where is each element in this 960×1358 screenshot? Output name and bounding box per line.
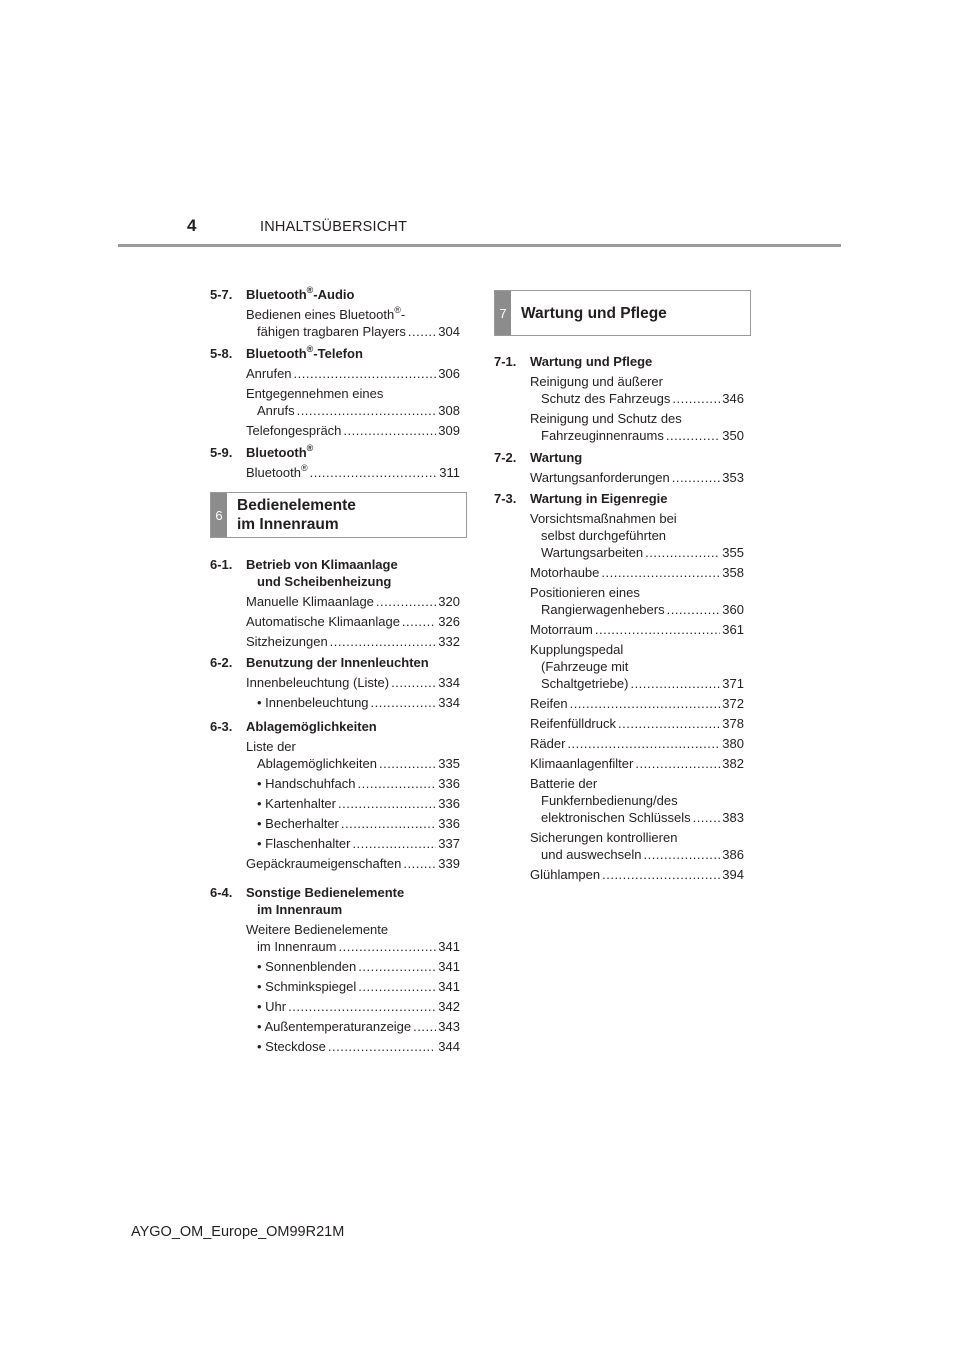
toc-entry[interactable]: Telefongespräch ..... 309 — [210, 422, 460, 439]
toc-entry[interactable]: Räder ..... 380 — [494, 735, 744, 752]
section-title: Betrieb von Klimaanlage und Scheibenheizung — [246, 557, 398, 589]
chapter-title: Bedienelemente im Innenraum — [237, 497, 356, 533]
footer-code: AYGO_OM_Europe_OM99R21M — [131, 1224, 345, 1240]
toc-entry[interactable]: Motorraum ..... 361 — [494, 621, 744, 638]
chapter-title: Wartung und Pflege — [521, 304, 667, 322]
section-number: 6-1. — [210, 557, 233, 572]
toc-entry[interactable]: • Außentemperaturanzeige ..... 343 — [210, 1018, 460, 1035]
running-header: INHALTSÜBERSICHT — [260, 219, 408, 235]
toc-entry[interactable]: Reifen ..... 372 — [494, 695, 744, 712]
header-rule — [118, 244, 841, 247]
section-number: 5-7. — [210, 287, 233, 302]
chapter-7-box[interactable] — [494, 290, 751, 336]
toc-entry[interactable]: Kupplungspedal (Fahrzeuge mit Schaltgetriebe) ..... 371 — [494, 641, 744, 692]
toc-section-7-1 — [494, 353, 744, 444]
section-title: Bluetooth®-Audio — [246, 285, 355, 302]
toc-entry[interactable]: Weitere Bedienelemente im Innenraum ..... 341 — [210, 921, 460, 955]
toc-section-5-9 — [210, 444, 460, 481]
section-title: Sonstige Bedienelemente im Innenraum — [246, 885, 405, 917]
toc-entry[interactable]: • Sonnenblenden ..... 341 — [210, 958, 460, 975]
chapter-6-box[interactable] — [210, 492, 467, 538]
page-number: 4 — [187, 216, 197, 235]
toc-entry[interactable]: Positionieren eines Rangierwagenhebers ..... 360 — [494, 584, 744, 618]
toc-entry[interactable]: • Uhr ..... 342 — [210, 998, 460, 1015]
section-title: Bluetooth®-Telefon — [246, 344, 363, 361]
toc-section-7-3 — [494, 490, 744, 883]
section-title: Bluetooth® — [246, 443, 314, 460]
toc-entry[interactable]: Reinigung und äußerer Schutz des Fahrzeugs ..... 346 — [494, 373, 744, 407]
section-title: Benutzung der Innenleuchten — [246, 655, 429, 670]
page-ref: 304 — [438, 324, 460, 339]
toc-entry[interactable]: Glühlampen ..... 394 — [494, 866, 744, 883]
toc-entry[interactable]: Wartungsanforderungen ..... 353 — [494, 469, 744, 486]
toc-entry[interactable]: Bluetooth® ..... 311 — [210, 464, 460, 481]
toc-section-6-1 — [210, 556, 460, 650]
section-title: Wartung und Pflege — [530, 354, 653, 369]
toc-entry[interactable]: Batterie der Funkfernbedienung/des elektronischen Schlüssels ..... 383 — [494, 775, 744, 826]
toc-entry[interactable]: Gepäckraumeigenschaften ..... 339 — [210, 855, 460, 872]
section-number: 5-8. — [210, 346, 233, 361]
chapter-tab: 6 — [211, 493, 227, 537]
toc-entry[interactable]: Vorsichtsmaßnahmen bei selbst durchgeführten Wartungsarbeiten ..... 355 — [494, 510, 744, 561]
section-number: 7-1. — [494, 354, 517, 369]
toc-section-6-4 — [210, 884, 460, 1055]
toc-entry[interactable]: • Steckdose ..... 344 — [210, 1038, 460, 1055]
section-number: 6-2. — [210, 655, 233, 670]
section-number: 5-9. — [210, 445, 233, 460]
toc-section-6-2 — [210, 654, 460, 711]
section-number: 6-3. — [210, 719, 233, 734]
toc-entry[interactable]: Innenbeleuchtung (Liste) ..... 334 — [210, 674, 460, 691]
toc-entry[interactable]: Reifenfülldruck ..... 378 — [494, 715, 744, 732]
chapter-tab: 7 — [495, 291, 511, 335]
section-number: 7-2. — [494, 450, 517, 465]
toc-entry[interactable]: Bedienen eines Bluetooth®- fähigen tragbaren Players ..... 304 — [210, 306, 460, 340]
toc-entry[interactable]: • Becherhalter ..... 336 — [210, 815, 460, 832]
toc-entry[interactable]: • Schminkspiegel ..... 341 — [210, 978, 460, 995]
toc-section-5-8 — [210, 345, 460, 439]
toc-entry[interactable]: Sitzheizungen ..... 332 — [210, 633, 460, 650]
toc-entry[interactable]: Klimaanlagenfilter ..... 382 — [494, 755, 744, 772]
toc-entry[interactable]: • Flaschenhalter ..... 337 — [210, 835, 460, 852]
toc-entry[interactable]: • Kartenhalter ..... 336 — [210, 795, 460, 812]
toc-entry[interactable]: Entgegennehmen eines Anrufs ..... 308 — [210, 385, 460, 419]
section-title: Wartung — [530, 450, 583, 465]
toc-entry[interactable]: Motorhaube ..... 358 — [494, 564, 744, 581]
toc-entry[interactable]: Anrufen ..... 306 — [210, 365, 460, 382]
section-title: Wartung in Eigenregie — [530, 491, 668, 506]
toc-section-5-7 — [210, 286, 460, 340]
toc-entry[interactable]: • Innenbeleuchtung ..... 334 — [210, 694, 460, 711]
toc-entry[interactable]: Reinigung und Schutz des Fahrzeuginnenraums ..... 350 — [494, 410, 744, 444]
toc-entry[interactable]: Automatische Klimaanlage ..... 326 — [210, 613, 460, 630]
section-number: 6-4. — [210, 885, 233, 900]
toc-entry[interactable]: Liste der Ablagemöglichkeiten ..... 335 — [210, 738, 460, 772]
toc-entry[interactable]: Manuelle Klimaanlage ..... 320 — [210, 593, 460, 610]
toc-entry[interactable]: Sicherungen kontrollieren und auswechseln ..... 386 — [494, 829, 744, 863]
toc-entry[interactable]: • Handschuhfach ..... 336 — [210, 775, 460, 792]
section-number: 7-3. — [494, 491, 517, 506]
section-title: Ablagemöglichkeiten — [246, 719, 377, 734]
toc-section-6-3 — [210, 718, 460, 872]
toc-section-7-2 — [494, 449, 744, 486]
